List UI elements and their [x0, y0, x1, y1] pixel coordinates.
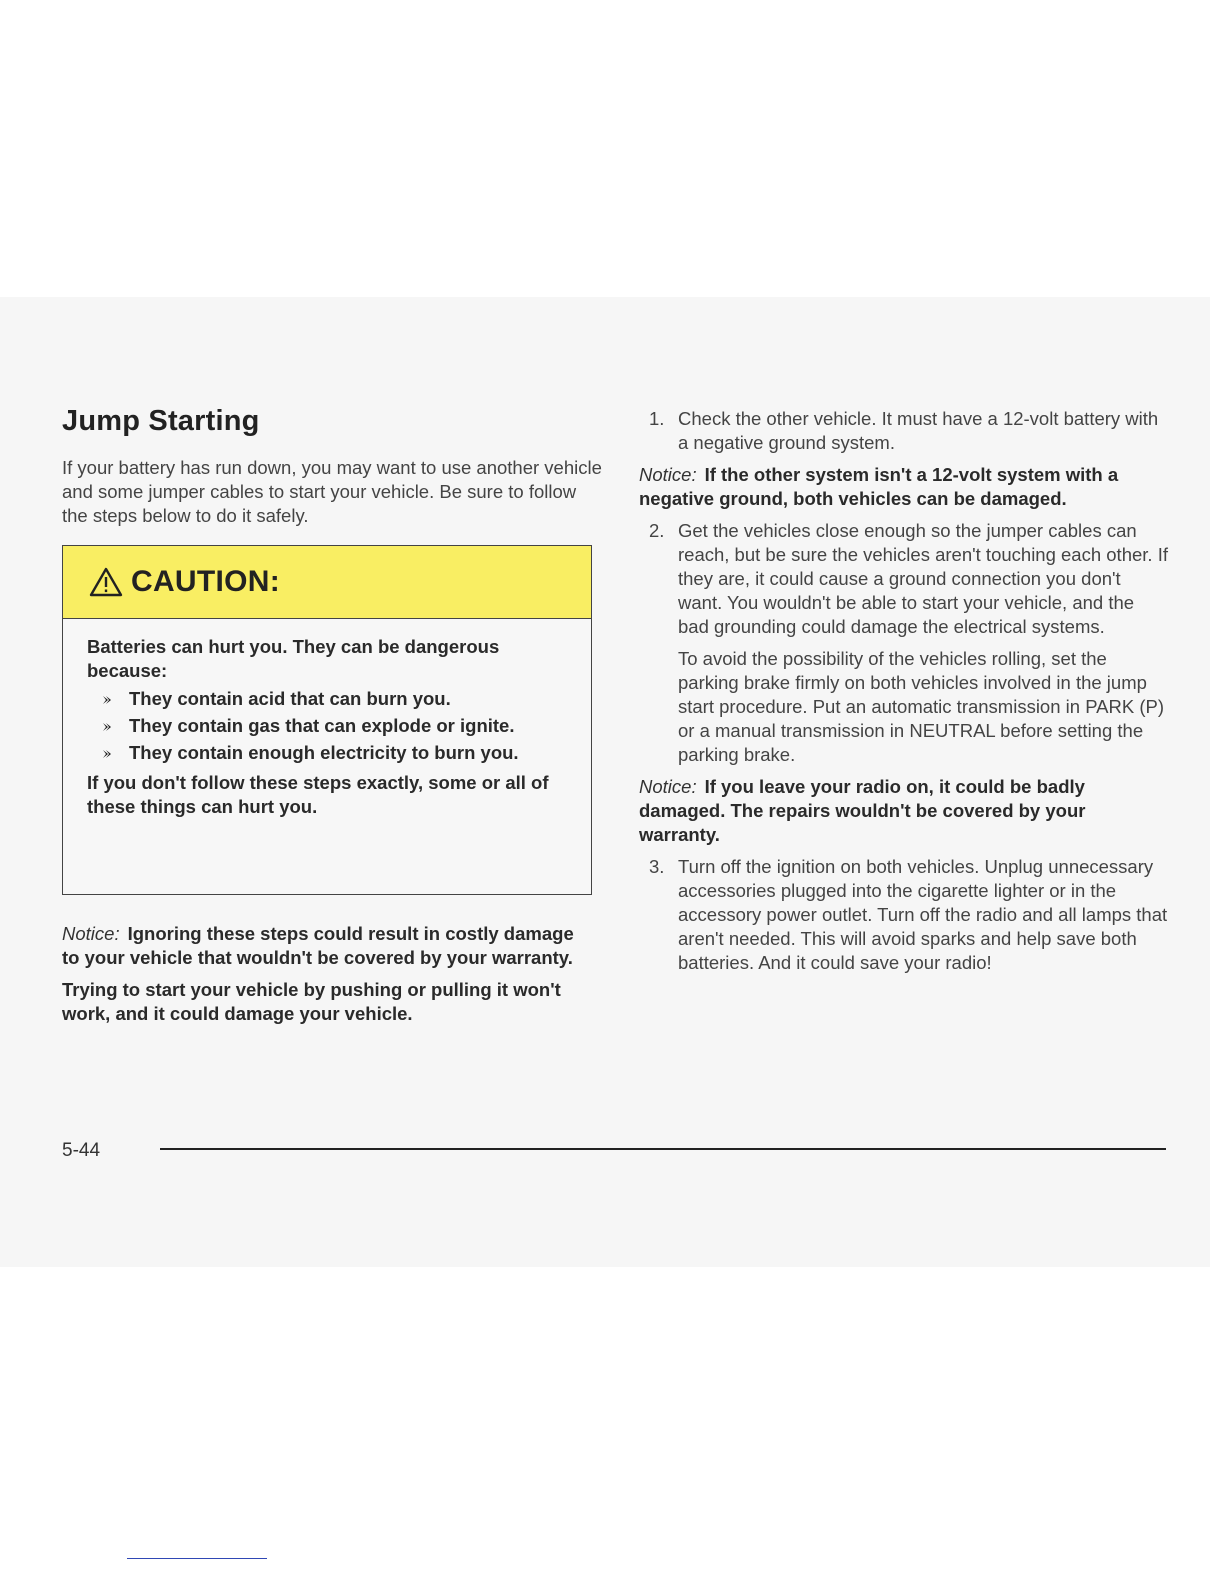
right-notice-text: If you leave your radio on, it could be badly damaged. The repairs wouldn't be covered by your warranty.: [639, 776, 1086, 845]
bullet-icon: [101, 720, 115, 734]
step-item: [639, 519, 1169, 639]
left-notice: [62, 922, 592, 970]
left-notice-text: Ignoring these steps could result in costly damage to your vehicle that wouldn't be covered by your warranty.: [62, 923, 574, 968]
caution-header: [63, 546, 591, 619]
notice-tag: Notice:: [639, 776, 697, 797]
caution-box: [62, 545, 592, 895]
caution-intro: Batteries can hurt you. They can be dangerous because:: [87, 636, 500, 681]
caution-bullet-list: [87, 687, 567, 765]
step-extra-text: To avoid the possibility of the vehicles rolling, set the parking brake firmly on both vehicles involved in the jump start procedure. Put an automatic transmission in PARK (P) or a manual transmission in NEUTRAL before setting the parking brake.: [678, 648, 1164, 765]
step-number: 3.: [649, 856, 665, 877]
caution-bullet: [101, 714, 567, 738]
caution-body: [63, 619, 591, 819]
bullet-icon: [101, 747, 115, 761]
step-number: 2.: [649, 520, 665, 541]
caution-bullet-text: They contain acid that can burn you.: [129, 688, 451, 709]
right-notice: [639, 463, 1169, 511]
footer-rule: [160, 1148, 1166, 1150]
left-notice-extra: Trying to start your vehicle by pushing or pulling it won't work, and it could damage your vehicle.: [62, 979, 561, 1024]
right-notice: [639, 775, 1169, 847]
left-notice-block: [62, 922, 592, 1034]
notice-tag: Notice:: [62, 923, 120, 944]
page-title: Jump Starting: [62, 405, 260, 437]
step-item: [639, 407, 1169, 455]
caution-closing: If you don't follow these steps exactly, some or all of these things can hurt you.: [87, 772, 549, 817]
step-number: 1.: [649, 408, 665, 429]
step-text: Check the other vehicle. It must have a 12-volt battery with a negative ground system.: [678, 408, 1159, 453]
right-column: [639, 407, 1169, 983]
caution-label: CAUTION:: [131, 565, 281, 598]
intro-paragraph: If your battery has run down, you may want to use another vehicle and some jumper cables to start your vehicle. Be sure to follow the steps below to do it safely.: [62, 457, 602, 526]
step-item: [639, 855, 1169, 975]
caution-bullet-text: They contain enough electricity to burn you.: [129, 742, 519, 763]
notice-tag: Notice:: [639, 464, 697, 485]
warning-triangle-icon: [89, 567, 123, 597]
caution-bullet: [101, 687, 567, 711]
right-notice-text: If the other system isn't a 12-volt system with a negative ground, both vehicles can be damaged.: [639, 464, 1119, 509]
step-text: Turn off the ignition on both vehicles. Unplug unnecessary accessories plugged into the cigarette lighter or in the accessory power outlet. Turn off the radio and all lamps that aren't needed. This will avoid sparks and help save both batteries. And it could save your radio!: [678, 856, 1168, 973]
page-number: 5-44: [62, 1140, 101, 1161]
caution-bullet-text: They contain gas that can explode or ignite.: [129, 715, 515, 736]
step-text: Get the vehicles close enough so the jumper cables can reach, but be sure the vehicles aren't touching each other. If they are, it could cause a ground connection you don't want. You wouldn't be able to start your vehicle, and the bad grounding could damage the electrical systems.: [678, 520, 1168, 637]
bullet-icon: [101, 693, 115, 707]
caution-bullet: [101, 741, 567, 765]
footer-link-underline[interactable]: [127, 1558, 267, 1559]
